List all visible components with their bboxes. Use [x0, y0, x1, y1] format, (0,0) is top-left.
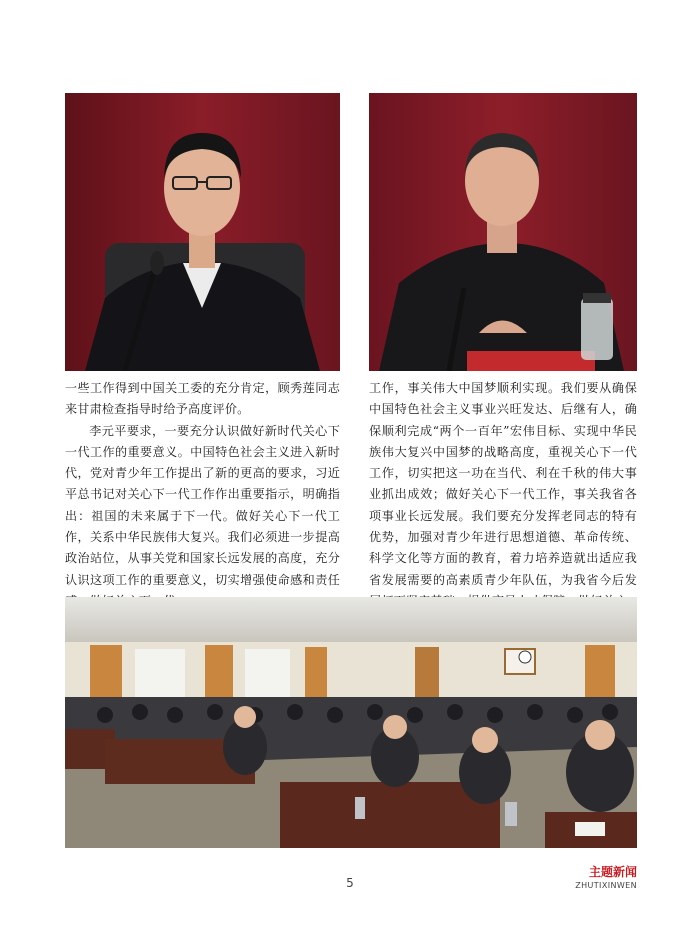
photo-meeting-audience [65, 597, 637, 848]
section-label-cn: 主题新闻 [588, 865, 637, 879]
article-column-left [65, 378, 340, 612]
article-paragraph: 工作，事关伟大中国梦顺利实现。我们要从确保中国特色社会主义事业兴旺发达、后继有人，确保顺利完成“两个一百年”宏伟目标、实现中华民族伟大复兴中国梦的战略高度，重视关心下一代工作，切实把这一功在当代、利在千秋的伟大事业抓出成效；做好关心下一代工作，事关我省各项事业长远发展。我们要充分发挥老同志的特有优势，加强对青少年进行思想道德、革命传统、科学文化等方面的教育，着力培养造就出适应我省发展需要的高素质青少年队伍，为我省今后发 [369, 381, 637, 587]
section-label-en: ZHUTIXINWEN [575, 881, 637, 890]
article-paragraph: 一些工作得到中国关工委的充分肯定，顾秀莲同志来甘肃检查指导时给予高度评价。 [65, 381, 340, 417]
article-column-right [369, 378, 637, 612]
article-paragraph: 李元平要求，一要充分认识做好新时代关心下一代工作的重要意义。中国特色社会主义进入新时代，党对青少年工作提出了新的更高的要求，习近平总书记对关心下一代工作作出重要指示，明确指出：祖国的未来属于下一代。做好关心下一代工作，关系中华民族伟大复兴。我们必须进一步提高政治站位，从事关党和国家长远发展的高度，充分认识这项工作的重要意义，切实增强使命感和责任 [65, 423, 340, 587]
photo-speaker-elder [369, 93, 637, 371]
page-number: 5 [346, 876, 354, 890]
photo-speaker-glasses [65, 93, 340, 371]
section-label [575, 865, 637, 891]
